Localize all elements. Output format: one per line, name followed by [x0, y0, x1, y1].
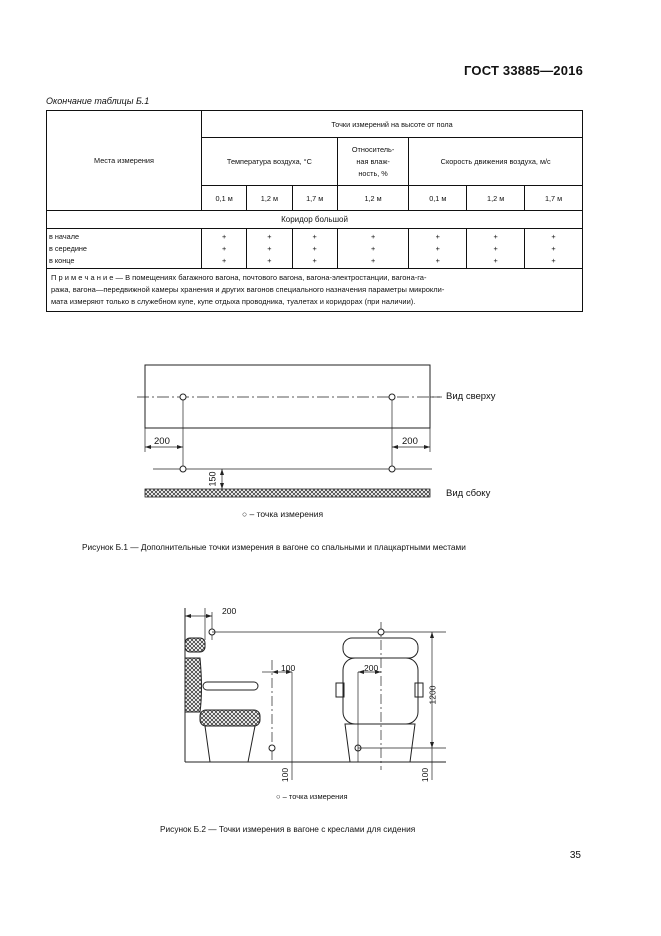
dim-label-mid-right: 200 — [364, 663, 379, 673]
measure-point-icon — [378, 629, 384, 635]
value-cell: + — [435, 243, 440, 253]
dim-label-bottom-left: 100 — [280, 767, 291, 783]
value-cell: + — [222, 243, 227, 253]
value-cell: + — [312, 255, 317, 265]
col-header-place: Места измерения — [47, 111, 202, 211]
label-side-view: Вид сбоку — [446, 488, 491, 499]
value-cell: + — [435, 231, 440, 241]
seat-back — [185, 658, 202, 712]
value-cell: + — [370, 255, 376, 265]
dim-label-top: 200 — [222, 606, 237, 616]
row-label: в конце — [49, 255, 75, 265]
seat-cushion — [200, 710, 260, 726]
page-number: 35 — [569, 850, 581, 861]
value-cell: + — [551, 243, 556, 253]
value-cell: + — [312, 231, 317, 241]
measure-point-icon — [269, 745, 275, 751]
height-cell: 1,2 м — [467, 186, 525, 211]
row-label: в начале — [49, 231, 80, 241]
figure-1-caption: Рисунок Б.1 — Дополнительные точки измерения в вагоне со спальными и плацкартными местами — [82, 542, 466, 552]
col-header-temperature: Температура воздуха, °С — [202, 138, 338, 186]
col-header-group: Точки измерений на высоте от пола — [202, 111, 583, 138]
value-cell: + — [267, 255, 272, 265]
value-cell: + — [493, 231, 498, 241]
document-standard-number: ГОСТ 33885—2016 — [464, 63, 583, 78]
value-cell: + — [267, 231, 272, 241]
value-cell: + — [267, 243, 272, 253]
humidity-line-2: ная влаж- — [356, 156, 390, 166]
height-cell: 1,7 м — [292, 186, 337, 211]
value-cell: + — [222, 231, 227, 241]
value-cell: + — [493, 243, 498, 253]
dim-label-bottom-right: 100 — [420, 767, 431, 783]
dim-label-height: 150 — [207, 471, 218, 487]
height-cell: 1,2 м — [337, 186, 409, 211]
value-cell: + — [551, 231, 556, 241]
value-cell: + — [493, 255, 498, 265]
seat-armrest — [203, 682, 258, 690]
value-cell: + — [312, 243, 317, 253]
dim-label-right: 200 — [402, 436, 418, 447]
height-cell: 1,7 м — [525, 186, 583, 211]
value-cell: + — [370, 231, 376, 241]
value-cell: + — [222, 255, 227, 265]
value-cell: + — [370, 243, 376, 253]
value-cell: + — [435, 255, 440, 265]
note-line-1: П р и м е ч а н и е — В помещениях багажного вагона, почтового вагона, вагона-электростанции, вагона-га- — [51, 273, 427, 282]
table-caption: Окончание таблицы Б.1 — [46, 96, 150, 106]
dim-label-left: 200 — [154, 436, 170, 447]
humidity-line-1: Относитель- — [351, 144, 395, 154]
section-row: Коридор большой — [47, 211, 583, 229]
label-top-view: Вид сверху — [446, 391, 496, 402]
col-header-air-speed: Скорость движения воздуха, м/с — [409, 138, 583, 186]
dim-label-height-1200: 1200 — [427, 685, 438, 705]
figure-2-caption: Рисунок Б.2 — Точки измерения в вагоне с креслами для сидения — [160, 824, 416, 834]
seat-headrest — [185, 638, 205, 652]
note-line-3: мата измеряют только в служебном купе, купе отдыха проводника, туалетах и коридорах (при наличии). — [51, 297, 416, 306]
seat-base-front — [345, 724, 415, 762]
row-label: в середине — [49, 243, 87, 253]
seat-headrest-front — [343, 638, 418, 658]
seat-back-front — [343, 658, 418, 724]
seat-base — [205, 726, 255, 762]
value-cell: + — [551, 255, 556, 265]
figure-1-legend: ○ – точка измерения — [242, 509, 324, 519]
dim-label-mid-left: 100 — [281, 663, 296, 673]
figure-2-legend: ○ – точка измерения — [276, 792, 348, 801]
height-cell: 0,1 м — [202, 186, 247, 211]
height-cell: 1,2 м — [247, 186, 292, 211]
humidity-line-3: ность, % — [358, 168, 388, 178]
note-line-2: ража, вагона—передвижной камеры хранения и других вагонов специального назначения параметры микрокли- — [51, 285, 445, 294]
height-cell: 0,1 м — [409, 186, 467, 211]
